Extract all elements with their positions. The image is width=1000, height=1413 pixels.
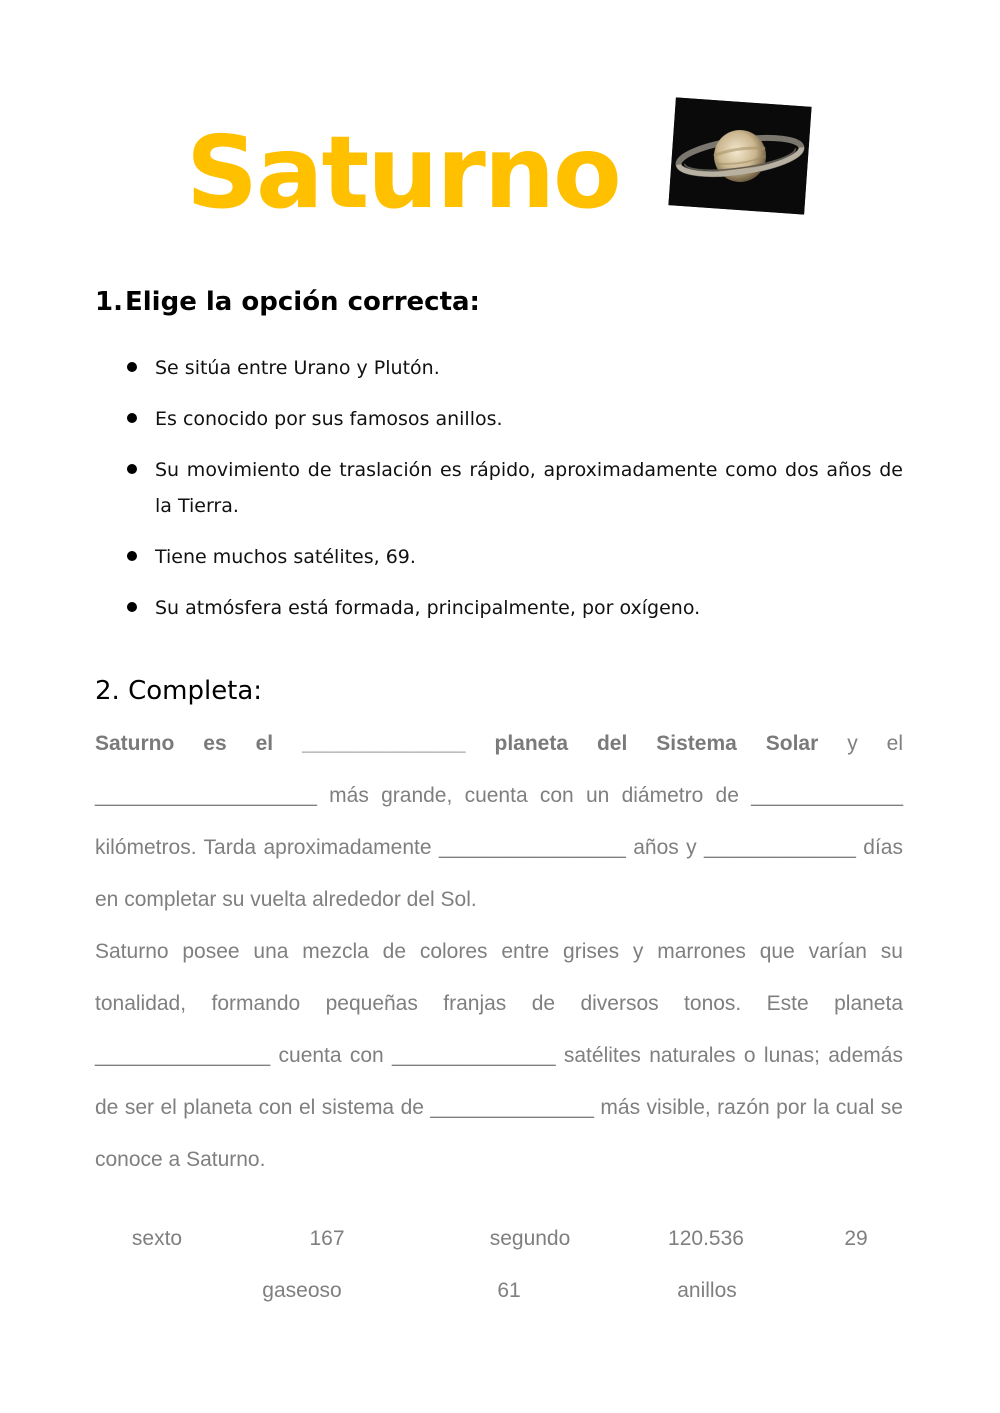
text-segment: cuenta con xyxy=(278,1044,384,1067)
section1-heading xyxy=(95,287,480,317)
bullet-icon xyxy=(127,464,137,474)
text-segment: kilómetros. Tarda aproximadamente xyxy=(95,836,432,859)
blank-1[interactable]: ______________ xyxy=(302,732,466,755)
blank-2[interactable]: ___________________ xyxy=(95,784,317,807)
word-bank-item[interactable]: segundo xyxy=(489,1227,571,1250)
word-bank-item[interactable]: gaseoso xyxy=(262,1279,342,1302)
page-title: Saturno xyxy=(186,114,620,231)
statement-text: Su atmósfera está formada, principalmente, por oxígeno. xyxy=(155,597,701,619)
section1-number: 1. xyxy=(95,287,123,317)
section2-heading: 2. Completa: xyxy=(95,676,263,706)
text-segment: días en completar su vuelta alrededor del Sol. xyxy=(95,836,903,911)
bullet-icon xyxy=(127,602,137,612)
word-bank-item[interactable]: 61 xyxy=(497,1279,521,1302)
word-bank-item[interactable]: anillos xyxy=(677,1279,737,1302)
paragraph-1 xyxy=(95,718,903,926)
statement-item[interactable] xyxy=(127,350,903,386)
word-bank-item[interactable]: 120.536 xyxy=(668,1227,744,1250)
statement-item[interactable] xyxy=(127,401,903,437)
statement-text: Tiene muchos satélites, 69. xyxy=(155,546,416,568)
blank-3[interactable]: _____________ xyxy=(751,784,904,807)
statement-list xyxy=(127,350,903,641)
bullet-icon xyxy=(127,362,137,372)
text-segment: planeta del Sistema Solar xyxy=(494,732,819,755)
paragraph-2 xyxy=(95,926,903,1186)
blank-4[interactable]: ________________ xyxy=(438,836,626,859)
word-bank-item[interactable]: 167 xyxy=(309,1227,345,1250)
statement-item[interactable] xyxy=(127,590,903,626)
statement-text: Su movimiento de traslación es rápido, aproximadamente como dos años de la Tierra. xyxy=(155,459,903,517)
word-bank-item[interactable]: 29 xyxy=(844,1227,868,1250)
blank-7[interactable]: ______________ xyxy=(392,1044,556,1067)
section1-heading-text: Elige la opción correcta: xyxy=(125,287,480,317)
blank-5[interactable]: _____________ xyxy=(704,836,856,859)
text-segment: y el xyxy=(847,732,904,755)
text-segment: más visible, razón por la cual se conoce a Saturno. xyxy=(95,1096,903,1171)
statement-item[interactable] xyxy=(127,539,903,575)
bullet-icon xyxy=(127,413,137,423)
saturn-photo-icon xyxy=(668,97,811,214)
word-bank-item[interactable]: sexto xyxy=(131,1227,183,1250)
text-segment: Saturno posee una mezcla de colores entre grises y marrones que varían su tonalidad, formando pequeñas franjas de diversos tonos. Este planeta xyxy=(95,940,903,1015)
text-segment: años y xyxy=(633,836,697,859)
statement-item[interactable] xyxy=(127,452,903,524)
text-segment: Saturno es el xyxy=(95,732,274,755)
text-segment: más grande, cuenta con un diámetro de xyxy=(329,784,739,807)
fill-in-text xyxy=(95,718,903,1186)
statement-text: Es conocido por sus famosos anillos. xyxy=(155,408,503,430)
blank-6[interactable]: _______________ xyxy=(95,1044,271,1067)
bullet-icon xyxy=(127,551,137,561)
text-segment: satélites naturales o lunas; además de ser el planeta con el sistema de xyxy=(95,1044,903,1119)
statement-text: Se sitúa entre Urano y Plutón. xyxy=(155,357,440,379)
blank-8[interactable]: ______________ xyxy=(430,1096,594,1119)
